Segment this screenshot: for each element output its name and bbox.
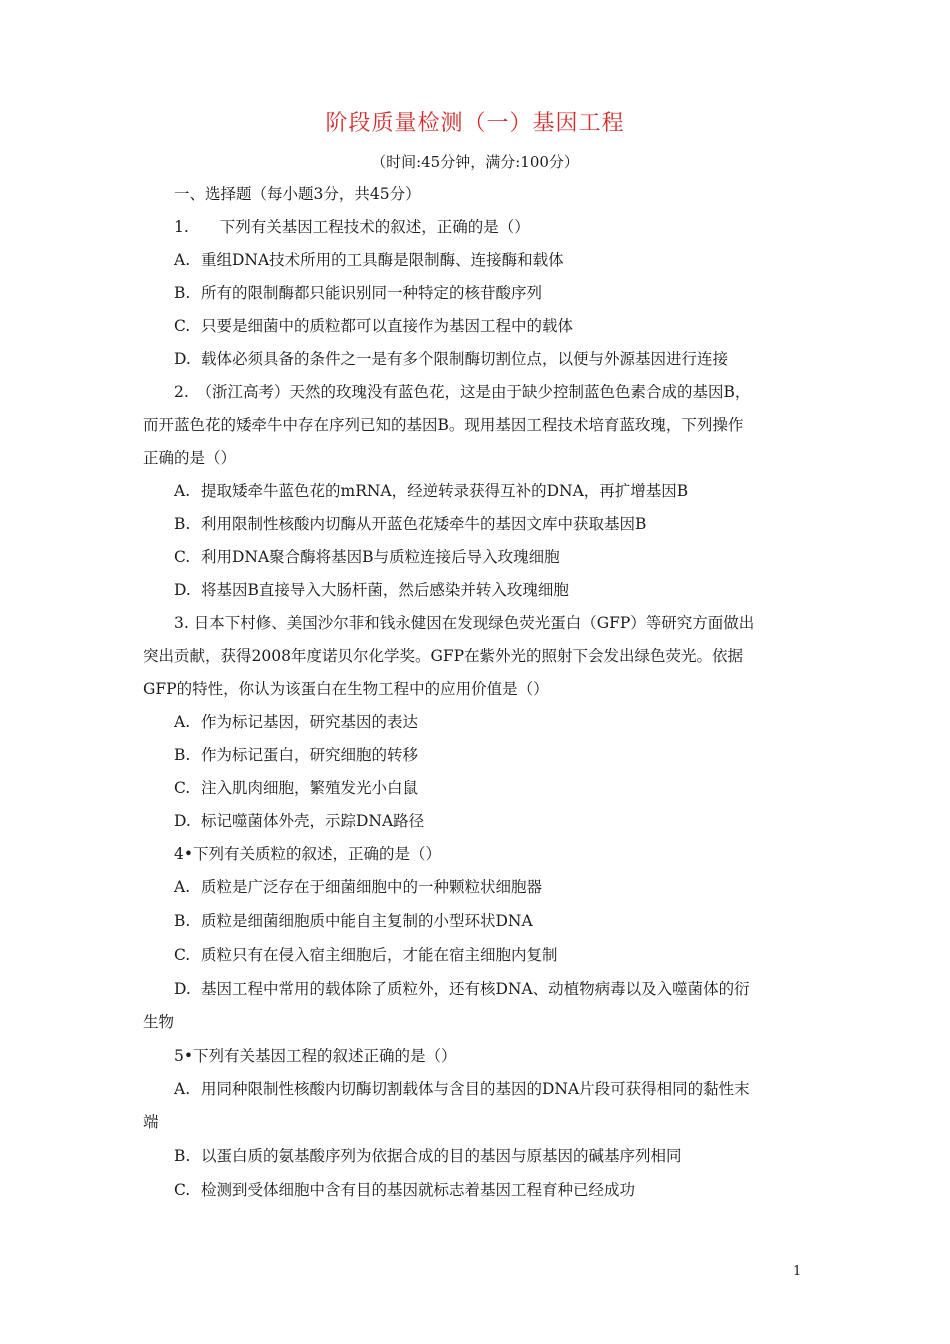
option-text: 利用DNA聚合酶将基因B与质粒连接后导入玫瑰细胞: [201, 548, 560, 566]
option-text: 所有的限制酶都只能识别同一种特定的核苷酸序列: [201, 284, 543, 302]
option-text: 提取矮牵牛蓝色花的mRNA，经逆转录获得互补的DNA，再扩增基因B: [201, 482, 689, 500]
option-label: A.: [174, 1080, 191, 1098]
option-text: 载体必须具备的条件之一是有多个限制酶切割位点，以便与外源基因进行连接: [201, 350, 729, 368]
question-2-stem-line-1: 2. （浙江高考）天然的玫瑰没有蓝色花，这是由于缺少控制蓝色色素合成的基因B，: [174, 383, 751, 401]
section-heading: 一、选择题（每小题3分，共45分）: [174, 185, 421, 203]
question-3-option-c: [174, 778, 418, 798]
question-1-option-c: [174, 316, 573, 336]
option-label: D.: [174, 812, 191, 830]
question-4-option-b: [174, 911, 533, 931]
question-3-stem-line-3: GFP的特性，你认为该蛋白在生物工程中的应用价值是（）: [143, 680, 549, 698]
option-text: 用同种限制性核酸内切酶切割载体与含目的基因的DNA片段可获得相同的黏性末: [201, 1080, 750, 1098]
question-2-option-a: [174, 481, 688, 501]
question-3-stem-line-1: 3. 日本下村修、美国沙尔菲和钱永健因在发现绿色荧光蛋白（GFP）等研究方面做出: [174, 614, 755, 632]
option-text: 质粒是广泛存在于细菌细胞中的一种颗粒状细胞器: [201, 878, 543, 896]
question-2-option-b: [174, 514, 646, 534]
option-label: A.: [174, 251, 191, 269]
question-4-option-a: [174, 877, 542, 897]
question-2-stem-line-2: 而开蓝色花的矮牵牛中存在序列已知的基因B。现用基因工程技术培育蓝玫瑰，下列操作: [143, 416, 744, 434]
option-label: C.: [174, 317, 191, 335]
option-label: B.: [174, 912, 191, 930]
option-label: B.: [174, 515, 191, 533]
option-text: 利用限制性核酸内切酶从开蓝色花矮牵牛的基因文库中获取基因B: [201, 515, 647, 533]
page-title: 阶段质量检测（一）基因工程: [325, 111, 625, 136]
option-text: 标记噬菌体外壳，示踪DNA路径: [201, 812, 425, 830]
option-text: 质粒只有在侵入宿主细胞后，才能在宿主细胞内复制: [201, 946, 558, 964]
question-4-stem: 4•下列有关质粒的叙述，正确的是（）: [174, 845, 442, 863]
option-label: C.: [174, 779, 191, 797]
option-text: 作为标记蛋白，研究细胞的转移: [201, 746, 419, 764]
option-text: 以蛋白质的氨基酸序列为依据合成的目的基因与原基因的碱基序列相同: [201, 1147, 682, 1165]
question-3-option-d: [174, 811, 424, 831]
question-3-option-a: [174, 712, 418, 732]
option-text: 作为标记基因，研究基因的表达: [201, 713, 419, 731]
option-text: 注入肌肉细胞，繁殖发光小白鼠: [201, 779, 419, 797]
option-label: D.: [174, 980, 191, 998]
question-1-option-d: [174, 349, 728, 369]
question-3-stem-line-2: 突出贡献，获得2008年度诺贝尔化学奖。GFP在紫外光的照射下会发出绿色荧光。依据: [143, 647, 744, 665]
option-text: 将基因B直接导入大肠杆菌，然后感染并转入玫瑰细胞: [201, 581, 569, 599]
question-1-stem: 1. 下列有关基因工程技术的叙述，正确的是（）: [174, 218, 530, 236]
question-1-option-a: [174, 250, 564, 270]
question-2-option-c: [174, 547, 560, 567]
question-2-stem-line-3: 正确的是（）: [143, 449, 237, 467]
option-text: 只要是细菌中的质粒都可以直接作为基因工程中的载体: [201, 317, 574, 335]
question-5-option-b: [174, 1146, 682, 1166]
option-label: C.: [174, 548, 191, 566]
option-label: D.: [174, 350, 191, 368]
page-number: 1: [793, 1264, 802, 1279]
option-label: B.: [174, 1147, 191, 1165]
option-label: B.: [174, 746, 191, 764]
option-text: 重组DNA技术所用的工具酶是限制酶、连接酶和载体: [201, 251, 564, 269]
question-2-option-d: [174, 580, 569, 600]
option-label: C.: [174, 1181, 191, 1199]
question-4-option-d: [174, 979, 750, 999]
option-label: A.: [174, 878, 191, 896]
option-label: C.: [174, 946, 191, 964]
question-1-option-b: [174, 283, 542, 303]
question-4-option-d-continued: 生物: [143, 1013, 175, 1031]
option-label: A.: [174, 482, 191, 500]
question-5-option-c: [174, 1180, 635, 1200]
option-label: B.: [174, 284, 191, 302]
option-text: 基因工程中常用的载体除了质粒外，还有核DNA、动植物病毒以及入噬菌体的衍: [201, 980, 750, 998]
question-5-option-a-continued: 端: [143, 1113, 159, 1131]
option-text: 检测到受体细胞中含有目的基因就标志着基因工程育种已经成功: [201, 1181, 636, 1199]
option-text: 质粒是细菌细胞质中能自主复制的小型环状DNA: [201, 912, 533, 930]
exam-info: （时间:45分钟，满分:100分）: [371, 153, 579, 171]
question-3-option-b: [174, 745, 418, 765]
option-label: A.: [174, 713, 191, 731]
question-5-stem: 5•下列有关基因工程的叙述正确的是（）: [174, 1047, 457, 1065]
question-4-option-c: [174, 945, 558, 965]
question-5-option-a: [174, 1079, 750, 1099]
option-label: D.: [174, 581, 191, 599]
